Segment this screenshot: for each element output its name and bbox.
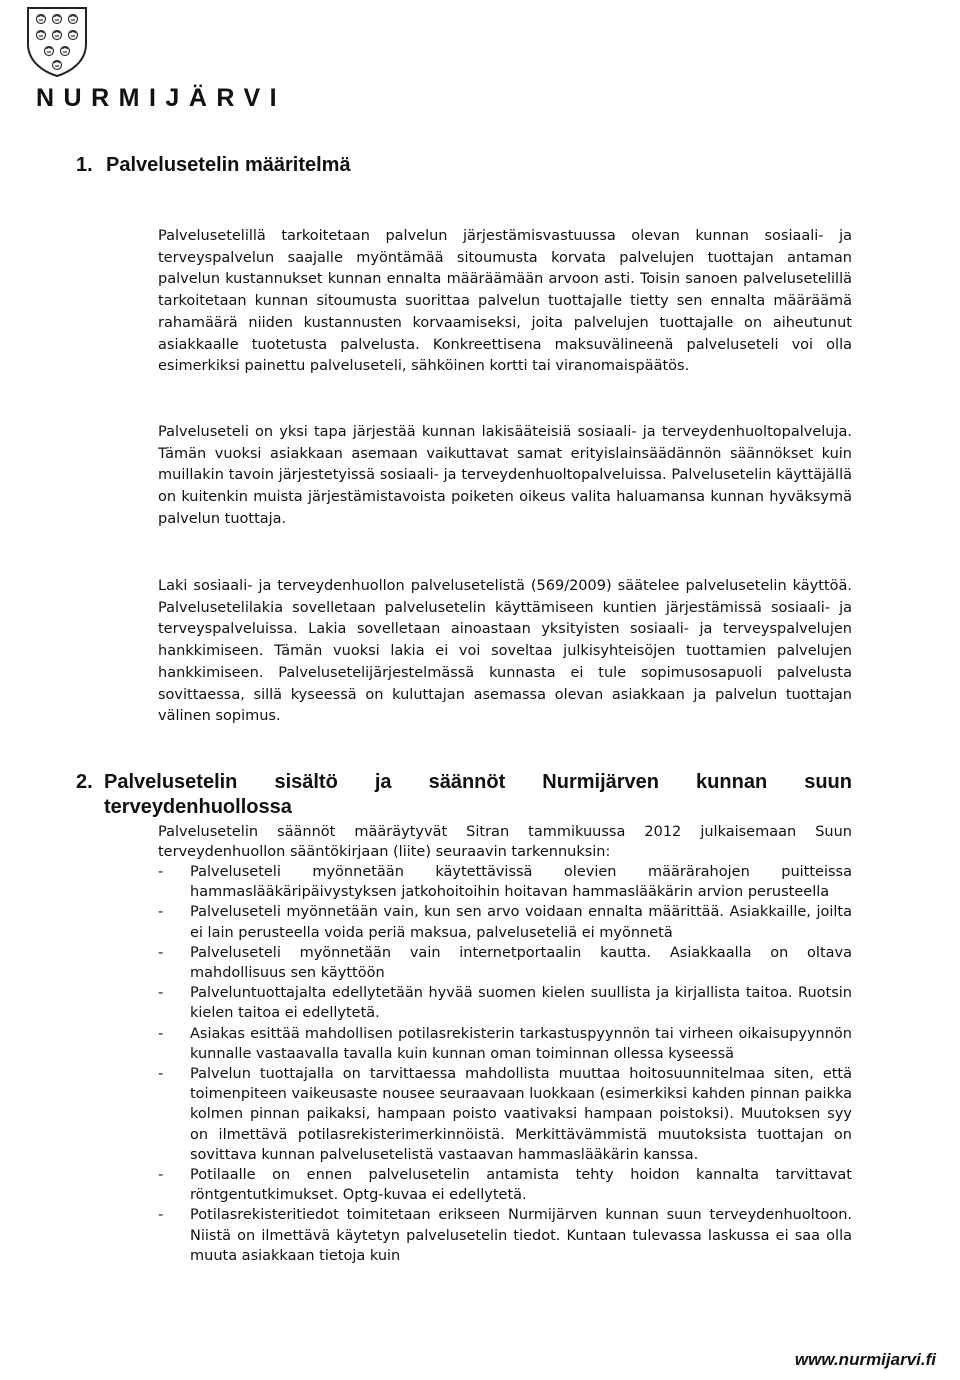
section-2-intro: Palvelusetelin säännöt määräytyvät Sitran tammikuussa 2012 julkaisemaan Suun terveydenhuollon sääntökirjaan (liite) seuraavin tarkennuksin: [158, 824, 852, 860]
list-bullet: - [158, 1207, 164, 1224]
list-item-text: Palveluseteli myönnetään vain internetportaalin kautta. Asiakkaalla on oltava mahdollisuus sen käyttöön [190, 944, 852, 982]
section-1-paragraph-2: Palveluseteli on yksi tapa järjestää kunnan lakisääteisiä sosiaali- ja terveydenhuoltopalveluja. Tämän vuoksi asiakkaan asemaan vaikuttavat samat erityislainsäädännön säännökset kuin muillakin tavoin järjestetyissä sosiaali- ja terveydenhuoltopalveluissa. Palvelusetelin käyttäjällä on kuitenkin muista järjestämistavoista poiketen oikeus valita haluamansa kunnan hyväksymä palvelun tuottaja. [158, 424, 852, 527]
list-item-text: Asiakas esittää mahdollisen potilasrekisterin tarkastuspyynnön tai virheen oikaisupyynnön kunnalle vastaavalla tavalla kuin kunnan oman toiminnan ollessa kyseessä [190, 1025, 852, 1062]
coat-of-arms-logo [26, 6, 88, 82]
section-1-paragraph-3: Laki sosiaali- ja terveydenhuollon palvelusetelistä (569/2009) säätelee palvelusetelin käyttöä. Palvelusetelilakia sovelletaan palvelusetelin käyttämiseen kuntien järjestämissä sosiaali- ja terveyspalveluissa. Lakia sovelletaan ainoastaan yksityisten sosiaali- ja terveyspalvelujen hankkimiseen. Tämän vuoksi lakia ei voi soveltaa julkisyhteisöjen tuottamien palvelujen hankkimiseen. Palvelusetelijärjestelmässä kunnasta ei tule sopimusosapuoli palvelusta sovittaessa, sillä kyseessä on kuluttajan asemassa olevan asiakkaan ja palvelun tuottajan välinen sopimus. [158, 578, 852, 725]
list-item-text: Potilasrekisteritiedot toimitetaan erikseen Nurmijärven kunnan suun terveydenhuoltoon. Niistä on ilmettävä käytetyn palvelusetelin tiedot. Kuntaan tulevassa laskussa ei saa olla muuta asiakkaan tietoja kuin [190, 1207, 852, 1264]
section-2-title-line-1: Palvelusetelin sisältö ja säännöt Nurmijärven kunnan suun [104, 771, 852, 793]
list-item-text: Palveluntuottajalta edellytetään hyvää suomen kielen suullista ja kirjallista taitoa. Ruotsin kielen taitoa ei edellytetä. [190, 985, 852, 1022]
list-item [158, 1024, 852, 1064]
municipality-logo-text: NURMIJÄRVI [36, 84, 287, 112]
section-1-number: 1. [76, 154, 93, 176]
list-item [158, 1205, 852, 1266]
list-item [158, 1165, 852, 1205]
section-1-heading [76, 154, 351, 177]
list-bullet: - [158, 864, 164, 880]
list-bullet: - [158, 904, 164, 921]
section-2-title-line-2: terveydenhuollossa [104, 796, 292, 818]
list-item [158, 862, 852, 902]
list-item [158, 983, 852, 1023]
rules-list [158, 862, 852, 1266]
list-bullet: - [158, 1066, 164, 1083]
list-item-text: Palveluseteli myönnetään käytettävissä olevien määrärahojen puitteissa hammaslääkäripäivystyksen jatkohoitoihin hoitavan hammaslääkärin arvion perusteella [190, 864, 852, 901]
list-bullet: - [158, 944, 164, 961]
list-item-text: Palveluseteli myönnetään vain, kun sen arvo voidaan ennalta määrittää. Asiakkaille, joilta ei lain perusteella voida periä maksua, palveluseteliä ei myönnetä [190, 904, 852, 941]
list-item-text: Potilaalle on ennen palvelusetelin antamista tehty hoidon kannalta tarvittavat röntgentutkimukset. Optg-kuvaa ei edellytetä. [190, 1167, 852, 1204]
list-bullet: - [158, 985, 164, 1002]
section-1-title: Palvelusetelin määritelmä [106, 154, 351, 176]
list-item [158, 902, 852, 942]
section-2-number: 2. [76, 771, 93, 793]
list-item [158, 943, 852, 983]
list-item [158, 1064, 852, 1165]
section-2-heading [76, 770, 852, 820]
section-1-paragraph-1: Palvelusetelillä tarkoitetaan palvelun järjestämisvastuussa olevan kunnan sosiaali- ja terveyspalvelun saajalle myöntämää sitoumusta korvata palvelujen tuottajan antaman palvelun kustannukset kunnan ennalta määräämään arvoon asti. Toisin sanoen palvelusetelillä tarkoitetaan kunnan sitoumusta suorittaa palvelun tuottajalle tietty sen ennalta määräämä rahamäärä niiden kustannusten korvaamiseksi, joita palvelujen tuottajalle on aiheutunut asiakkaalle tuotetusta palvelusta. Konkreettisena maksuvälineenä palveluseteli voi olla esimerkiksi painettu palveluseteli, sähköinen kortti tai viranomaispäätös. [158, 228, 852, 375]
footer-website-url: www.nurmijarvi.fi [794, 1350, 936, 1369]
list-bullet: - [158, 1025, 164, 1042]
list-bullet: - [158, 1167, 164, 1184]
list-item-text: Palvelun tuottajalla on tarvittaessa mahdollista muuttaa hoitosuunnitelmaa siten, että toimenpiteen vaikeusaste nousee seuraavaan luokkaan (esimerkiksi kahden pinnan paikka kolmen pinnan paikaksi, hampaan poisto vaativaksi hampaan poistoksi). Muutoksen syy on ilmettävä potilasrekisterimerkinnöistä. Merkittävämmistä muutoksista tuottajan on sovittava kunnan palvelusetelistä vastaavan hammaslääkärin kanssa. [190, 1066, 852, 1163]
